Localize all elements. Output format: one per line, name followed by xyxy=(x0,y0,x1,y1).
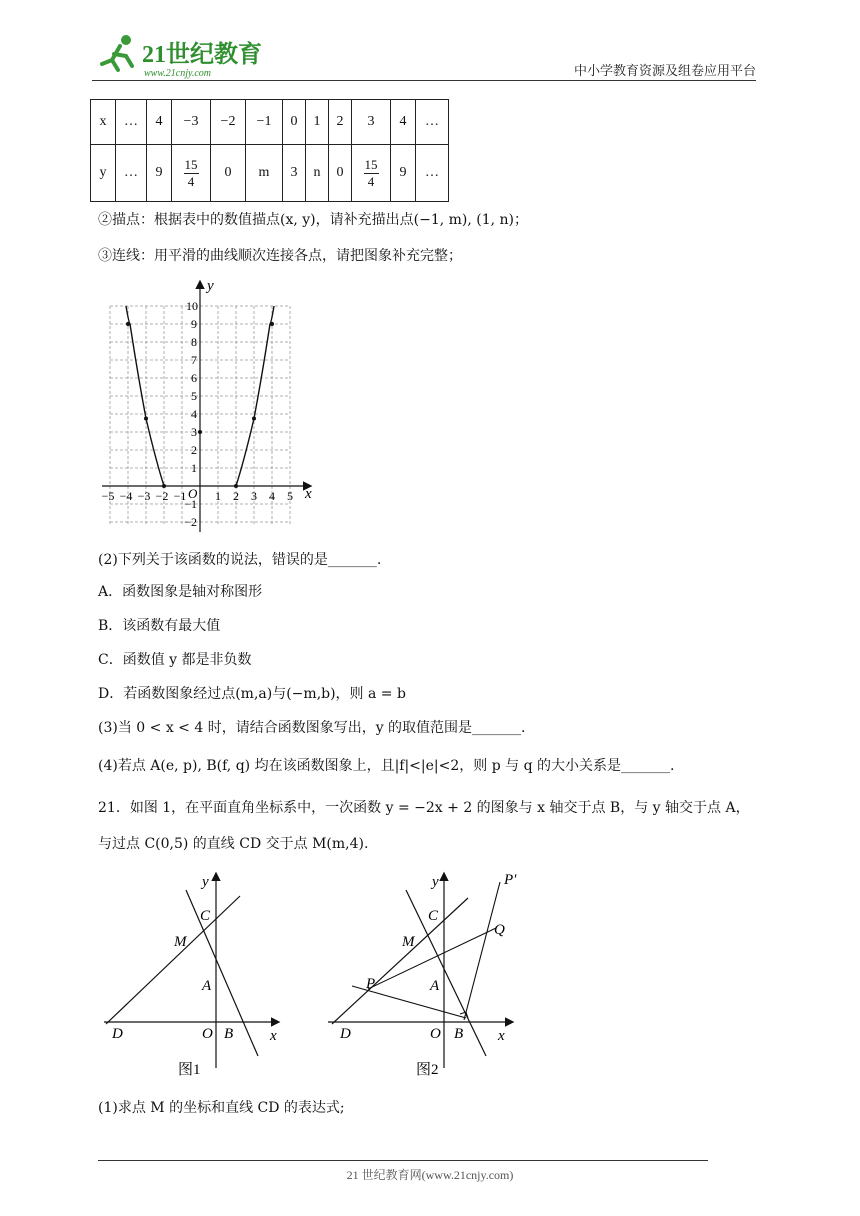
table-cell: −2 xyxy=(211,100,246,145)
y-tick: 3 xyxy=(191,425,197,439)
table-cell: n xyxy=(306,145,329,202)
table-cell: m xyxy=(246,145,283,202)
label-a: A xyxy=(430,978,440,994)
question-4: (4)若点 A(e, p), B(f, q) 均在该函数图象上，且|f|<|e|<2，则 p 与 q 的大小关系是_______. xyxy=(98,758,675,774)
line-cd xyxy=(106,896,240,1024)
fraction-numerator: 15 xyxy=(364,156,378,172)
question-21-line1: 21．如图 1，在平面直角坐标系中，一次函数 y = −2x + 2 的图象与 x 轴交于点 B，与 y 轴交于点 A， xyxy=(98,800,750,816)
site-logo xyxy=(92,30,262,80)
table-cell: 2 xyxy=(329,100,352,145)
y-axis-label: y xyxy=(207,278,214,294)
value-table xyxy=(90,99,449,202)
label-o: O xyxy=(430,1026,441,1042)
label-m: M xyxy=(174,934,187,950)
x-tick: 5 xyxy=(287,489,293,503)
table-cell-fraction xyxy=(172,145,211,202)
line-ab xyxy=(406,890,486,1056)
label-d: D xyxy=(340,1026,351,1042)
x-tick: −3 xyxy=(137,489,151,503)
logo-text: 21世纪教育 xyxy=(142,42,262,68)
figure-caption: 图1 xyxy=(178,1062,201,1078)
table-cell: −3 xyxy=(172,100,211,145)
point xyxy=(234,484,238,488)
table-cell: 1 xyxy=(306,100,329,145)
y-tick: −2 xyxy=(184,515,197,529)
header-divider xyxy=(92,80,756,81)
option-d: D．若函数图象经过点(m,a)与(−m,b)，则 a = b xyxy=(98,686,406,702)
runner-logo-icon xyxy=(102,35,132,70)
label-p-prime: P′ xyxy=(504,872,517,888)
figure-caption: 图2 xyxy=(416,1062,439,1078)
x-tick: 2 xyxy=(233,489,239,503)
x-tick: −4 xyxy=(119,489,133,503)
x-tick: 1 xyxy=(215,489,221,503)
label-m: M xyxy=(402,934,415,950)
label-p: P xyxy=(366,976,376,992)
label-c: C xyxy=(428,908,439,924)
table-cell: … xyxy=(416,145,449,202)
y-tick: −1 xyxy=(184,497,197,511)
line-ab xyxy=(186,890,258,1056)
y-tick: 7 xyxy=(191,353,197,367)
table-cell: … xyxy=(116,145,147,202)
table-cell: 3 xyxy=(283,145,306,202)
line-b-pprime xyxy=(464,882,500,1020)
y-tick: 8 xyxy=(191,335,197,349)
y-tick: 2 xyxy=(191,443,197,457)
x-tick: 3 xyxy=(251,489,257,503)
footer-text: 21 世纪教育网(www.21cnjy.com) xyxy=(346,1168,514,1182)
point xyxy=(144,417,148,421)
point xyxy=(162,484,166,488)
table-cell: 9 xyxy=(391,145,416,202)
option-a: A．函数图象是轴对称图形 xyxy=(98,584,263,600)
table-cell: 3 xyxy=(352,100,391,145)
table-cell: 9 xyxy=(147,145,172,202)
header-platform-text: 中小学教育资源及组卷应用平台 xyxy=(573,64,756,79)
label-b: B xyxy=(224,1026,234,1042)
label-a: A xyxy=(202,978,212,994)
table-cell: 0 xyxy=(283,100,306,145)
table-row xyxy=(91,100,449,145)
figure-1 xyxy=(96,868,292,1084)
y-tick: 4 xyxy=(191,407,197,421)
table-cell: … xyxy=(116,100,147,145)
label-d: D xyxy=(112,1026,123,1042)
table-cell: −1 xyxy=(246,100,283,145)
table-cell: 4 xyxy=(147,100,172,145)
step2-text: ②描点：根据表中的数值描点(x, y)，请补充描出点(−1, m), (1, n)； xyxy=(98,212,529,228)
table-cell: x xyxy=(91,100,116,145)
footer-divider xyxy=(98,1160,708,1161)
fraction-denominator: 4 xyxy=(187,173,195,189)
question-21-part1: (1)求点 M 的坐标和直线 CD 的表达式; xyxy=(98,1100,345,1116)
table-row xyxy=(91,145,449,202)
label-x: x xyxy=(270,1028,277,1044)
x-tick: −2 xyxy=(155,489,169,503)
y-tick: 6 xyxy=(191,371,197,385)
label-o: O xyxy=(202,1026,213,1042)
label-x: x xyxy=(498,1028,505,1044)
option-c: C．函数值 y 都是非负数 xyxy=(98,652,252,668)
label-c: C xyxy=(200,908,211,924)
table-cell: 4 xyxy=(391,100,416,145)
table-cell: 0 xyxy=(329,145,352,202)
step3-text: ③连线：用平滑的曲线顺次连接各点，请把图象补充完整； xyxy=(98,248,462,264)
point xyxy=(270,322,274,326)
point xyxy=(252,417,256,421)
table-cell: … xyxy=(416,100,449,145)
figure-2 xyxy=(322,868,528,1084)
table-cell-fraction xyxy=(352,145,391,202)
origin-label: O xyxy=(188,486,198,501)
question-21-line2: 与过点 C(0,5) 的直线 CD 交于点 M(m,4). xyxy=(98,836,369,852)
label-y: y xyxy=(202,874,209,890)
logo-url: www.21cnjy.com xyxy=(144,68,212,79)
label-y: y xyxy=(432,874,439,890)
point xyxy=(198,430,202,434)
question-2: (2)下列关于该函数的说法，错误的是_______. xyxy=(98,552,382,568)
label-b: B xyxy=(454,1026,464,1042)
y-tick: 1 xyxy=(191,461,197,475)
x-axis-label: x xyxy=(305,486,312,502)
y-tick: 9 xyxy=(191,317,197,331)
option-b: B．该函数有最大值 xyxy=(98,618,221,634)
fraction-numerator: 15 xyxy=(184,156,198,172)
y-tick: 5 xyxy=(191,389,197,403)
fraction-denominator: 4 xyxy=(367,173,375,189)
x-tick: −5 xyxy=(101,489,115,503)
point xyxy=(126,322,130,326)
y-tick: 10 xyxy=(186,299,198,313)
line-cd xyxy=(332,898,468,1024)
x-tick: 4 xyxy=(269,489,275,503)
question-3: (3)当 0 < x < 4 时，请结合函数图象写出，y 的取值范围是_______. xyxy=(98,720,526,736)
table-cell: y xyxy=(91,145,116,202)
x-tick: −1 xyxy=(173,489,187,503)
label-q: Q xyxy=(494,922,505,938)
table-cell: 0 xyxy=(211,145,246,202)
function-graph xyxy=(96,276,322,534)
